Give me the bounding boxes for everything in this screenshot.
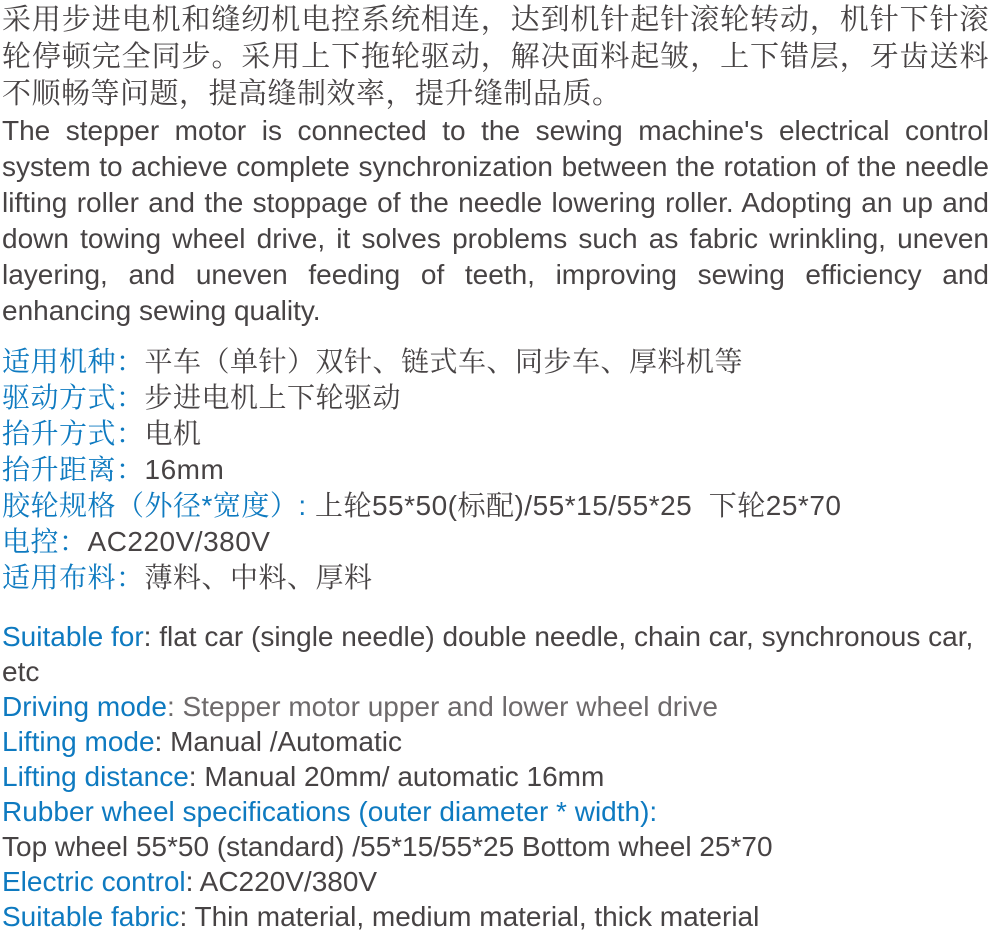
spec-label: Suitable for <box>2 621 144 652</box>
spec-label: 胶轮规格（外径*宽度）: <box>2 490 315 521</box>
spec-value: 平车（单针）双针、链式车、同步车、厚料机等 <box>144 346 744 377</box>
spec-label: Lifting distance <box>2 761 189 792</box>
spec-row <box>2 759 989 794</box>
spec-value: AC220V/380V <box>87 526 271 557</box>
spec-value: : Stepper motor upper and lower wheel drive <box>166 691 718 722</box>
spec-value: : flat car (single needle) double needle, chain car, synchronous car, etc <box>2 621 982 687</box>
spec-row <box>2 488 989 524</box>
spec-label: Suitable fabric <box>2 901 180 932</box>
spec-row <box>2 619 989 689</box>
spec-row <box>2 560 989 596</box>
intro-paragraph-zh: 采用步进电机和缝纫机电控系统相连，达到机针起针滚轮转动，机针下针滚轮停顿完全同步。采用上下拖轮驱动，解决面料起皱，上下错层，牙齿送料不顺畅等问题，提高缝制效率，提升缝制品质。 <box>2 4 989 110</box>
spec-value: : AC220V/380V <box>185 866 378 897</box>
spec-row <box>2 689 989 724</box>
intro-paragraph-en: The stepper motor is connected to the sewing machine's electrical control system to achieve complete synchronization between the rotation of the needle lifting roller and the stoppage of the needle lowering roller. Adopting an up and down towing wheel drive, it solves problems such as fabric wrinkling, uneven layering, and uneven feeding of teeth, improving sewing efficiency and enhancing sewing quality. <box>2 115 989 326</box>
spec-value: 薄料、中料、厚料 <box>144 562 373 593</box>
spec-row <box>2 452 989 488</box>
spec-value: : Manual 20mm/ automatic 16mm <box>188 761 605 792</box>
spec-value: 步进电机上下轮驱动 <box>144 382 402 413</box>
spec-label: 抬升距离： <box>2 454 145 485</box>
spec-label: Rubber wheel specifications (outer diameter * width): <box>2 796 658 827</box>
spec-label: 驱动方式： <box>2 382 145 413</box>
spec-value: : Manual /Automatic <box>154 726 402 757</box>
spec-row <box>2 794 989 829</box>
spec-row <box>2 524 989 560</box>
spec-list-zh <box>2 344 989 596</box>
spec-row <box>2 416 989 452</box>
spec-label: 抬升方式： <box>2 418 145 449</box>
spec-value: 电机 <box>144 418 202 449</box>
spec-value: : Thin material, medium material, thick material <box>179 901 760 932</box>
spec-label: Lifting mode <box>2 726 155 757</box>
spec-list-en <box>2 619 989 934</box>
spec-value: 上轮55*50(标配)/55*15/55*25 下轮25*70 <box>314 490 842 521</box>
spec-value: Top wheel 55*50 (standard) /55*15/55*25 Bottom wheel 25*70 <box>2 831 773 862</box>
spec-value: 16mm <box>144 454 225 485</box>
spec-label: 适用布料： <box>2 562 145 593</box>
spec-label: Electric control <box>2 866 186 897</box>
spec-label: 电控： <box>2 526 88 557</box>
spec-row <box>2 724 989 759</box>
product-description <box>2 2 989 934</box>
spec-row <box>2 899 989 934</box>
spec-row <box>2 344 989 380</box>
spec-label: Driving mode <box>2 691 167 722</box>
spec-row <box>2 829 989 864</box>
spec-label: 适用机种： <box>2 346 145 377</box>
spec-row <box>2 864 989 899</box>
spec-row <box>2 380 989 416</box>
